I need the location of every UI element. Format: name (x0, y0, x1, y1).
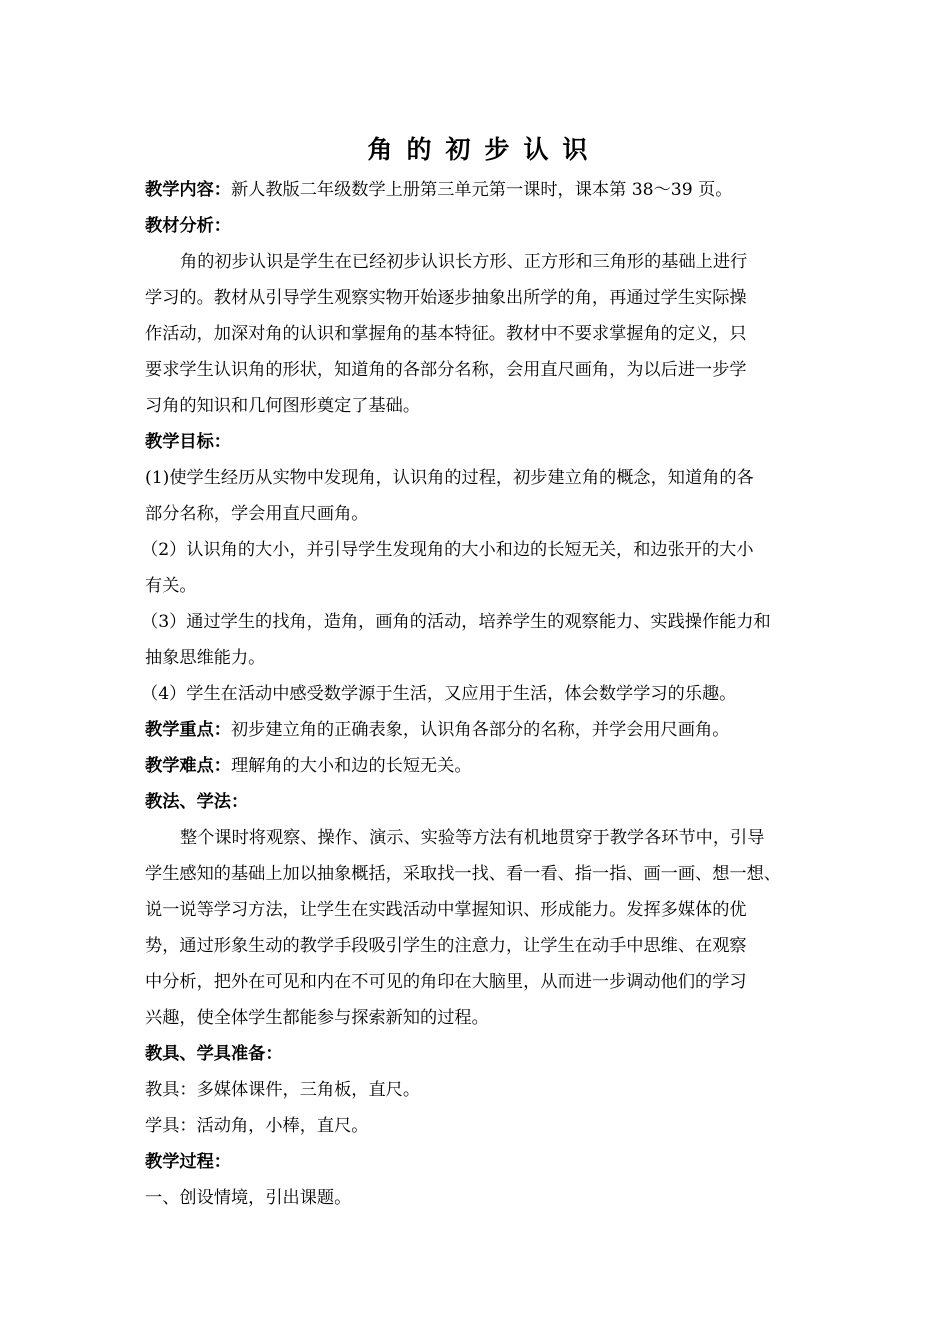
goal-item-2-cont: 有关。 (145, 576, 197, 596)
student-tools: 学具：活动角，小棒，直尺。 (145, 1116, 369, 1136)
methods-line: 势，通过形象生动的教学手段吸引学生的注意力，让学生在动手中思维、在观察 (145, 936, 747, 956)
key-points (145, 712, 810, 748)
difficulty-label: 教学难点： (145, 756, 231, 776)
goal-item-2: （2）认识角的大小，并引导学生发现角的大小和边的长短无关，和边张开的大小 (141, 540, 754, 560)
tools-heading: 教具、学具准备： (145, 1044, 283, 1064)
teaching-content-text: 新人教版二年级数学上册第三单元第一课时，课本第 38～39 页。 (230, 180, 733, 200)
difficulty-text: 理解角的大小和边的长短无关。 (230, 756, 472, 776)
material-analysis-line: 要求学生认识角的形状，知道角的各部分名称，会用直尺画角，为以后进一步学 (145, 360, 747, 380)
teaching-goals-heading: 教学目标： (145, 432, 231, 452)
material-analysis-line: 习角的知识和几何图形奠定了基础。 (145, 396, 421, 416)
methods-line: 中分析，把外在可见和内在不可见的角印在大脑里，从而进一步调动他们的学习 (145, 972, 747, 992)
goal-item-4: （4）学生在活动中感受数学源于生活，又应用于生活，体会数学学习的乐趣。 (141, 684, 737, 704)
methods-line: 兴趣，使全体学生都能参与探索新知的过程。 (145, 1008, 489, 1028)
key-points-label: 教学重点： (145, 720, 231, 740)
document-title: 角的初步认识 (367, 135, 602, 164)
material-analysis-line: 作活动，加深对角的认识和掌握角的基本特征。教材中不要求掌握角的定义，只 (145, 324, 747, 344)
process-step-1: 一、创设情境，引出课题。 (145, 1188, 352, 1208)
goal-item-1-cont: 部分名称，学会用直尺画角。 (145, 504, 369, 524)
key-points-text: 初步建立角的正确表象，认识角各部分的名称，并学会用尺画角。 (230, 720, 730, 740)
material-analysis-heading: 教材分析： (145, 216, 231, 236)
teacher-tools: 教具：多媒体课件，三角板，直尺。 (145, 1080, 421, 1100)
goal-item-3-cont: 抽象思维能力。 (145, 648, 266, 668)
process-heading: 教学过程： (145, 1152, 231, 1172)
document-page (141, 128, 810, 1216)
methods-line: 整个课时将观察、操作、演示、实验等方法有机地贯穿于教学各环节中，引导 (180, 828, 765, 848)
goal-item-3: （3）通过学生的找角，造角，画角的活动，培养学生的观察能力、实践操作能力和 (141, 612, 771, 632)
goal-item-1: (1)使学生经历从实物中发现角，认识角的过程，初步建立角的概念，知道角的各 (145, 468, 754, 488)
difficulty (145, 748, 810, 784)
methods-line: 学生感知的基础上加以抽象概括，采取找一找、看一看、指一指、画一画、想一想、 (145, 864, 781, 884)
material-analysis-line: 学习的。教材从引导学生观察实物开始逐步抽象出所学的角，再通过学生实际操 (145, 288, 747, 308)
methods-heading: 教法、学法： (145, 792, 249, 812)
teaching-content (145, 172, 810, 208)
teaching-content-label: 教学内容： (145, 180, 231, 200)
methods-line: 说一说等学习方法，让学生在实践活动中掌握知识、形成能力。发挥多媒体的优 (145, 900, 747, 920)
material-analysis-line: 角的初步认识是学生在已经初步认识长方形、正方形和三角形的基础上进行 (180, 252, 748, 272)
